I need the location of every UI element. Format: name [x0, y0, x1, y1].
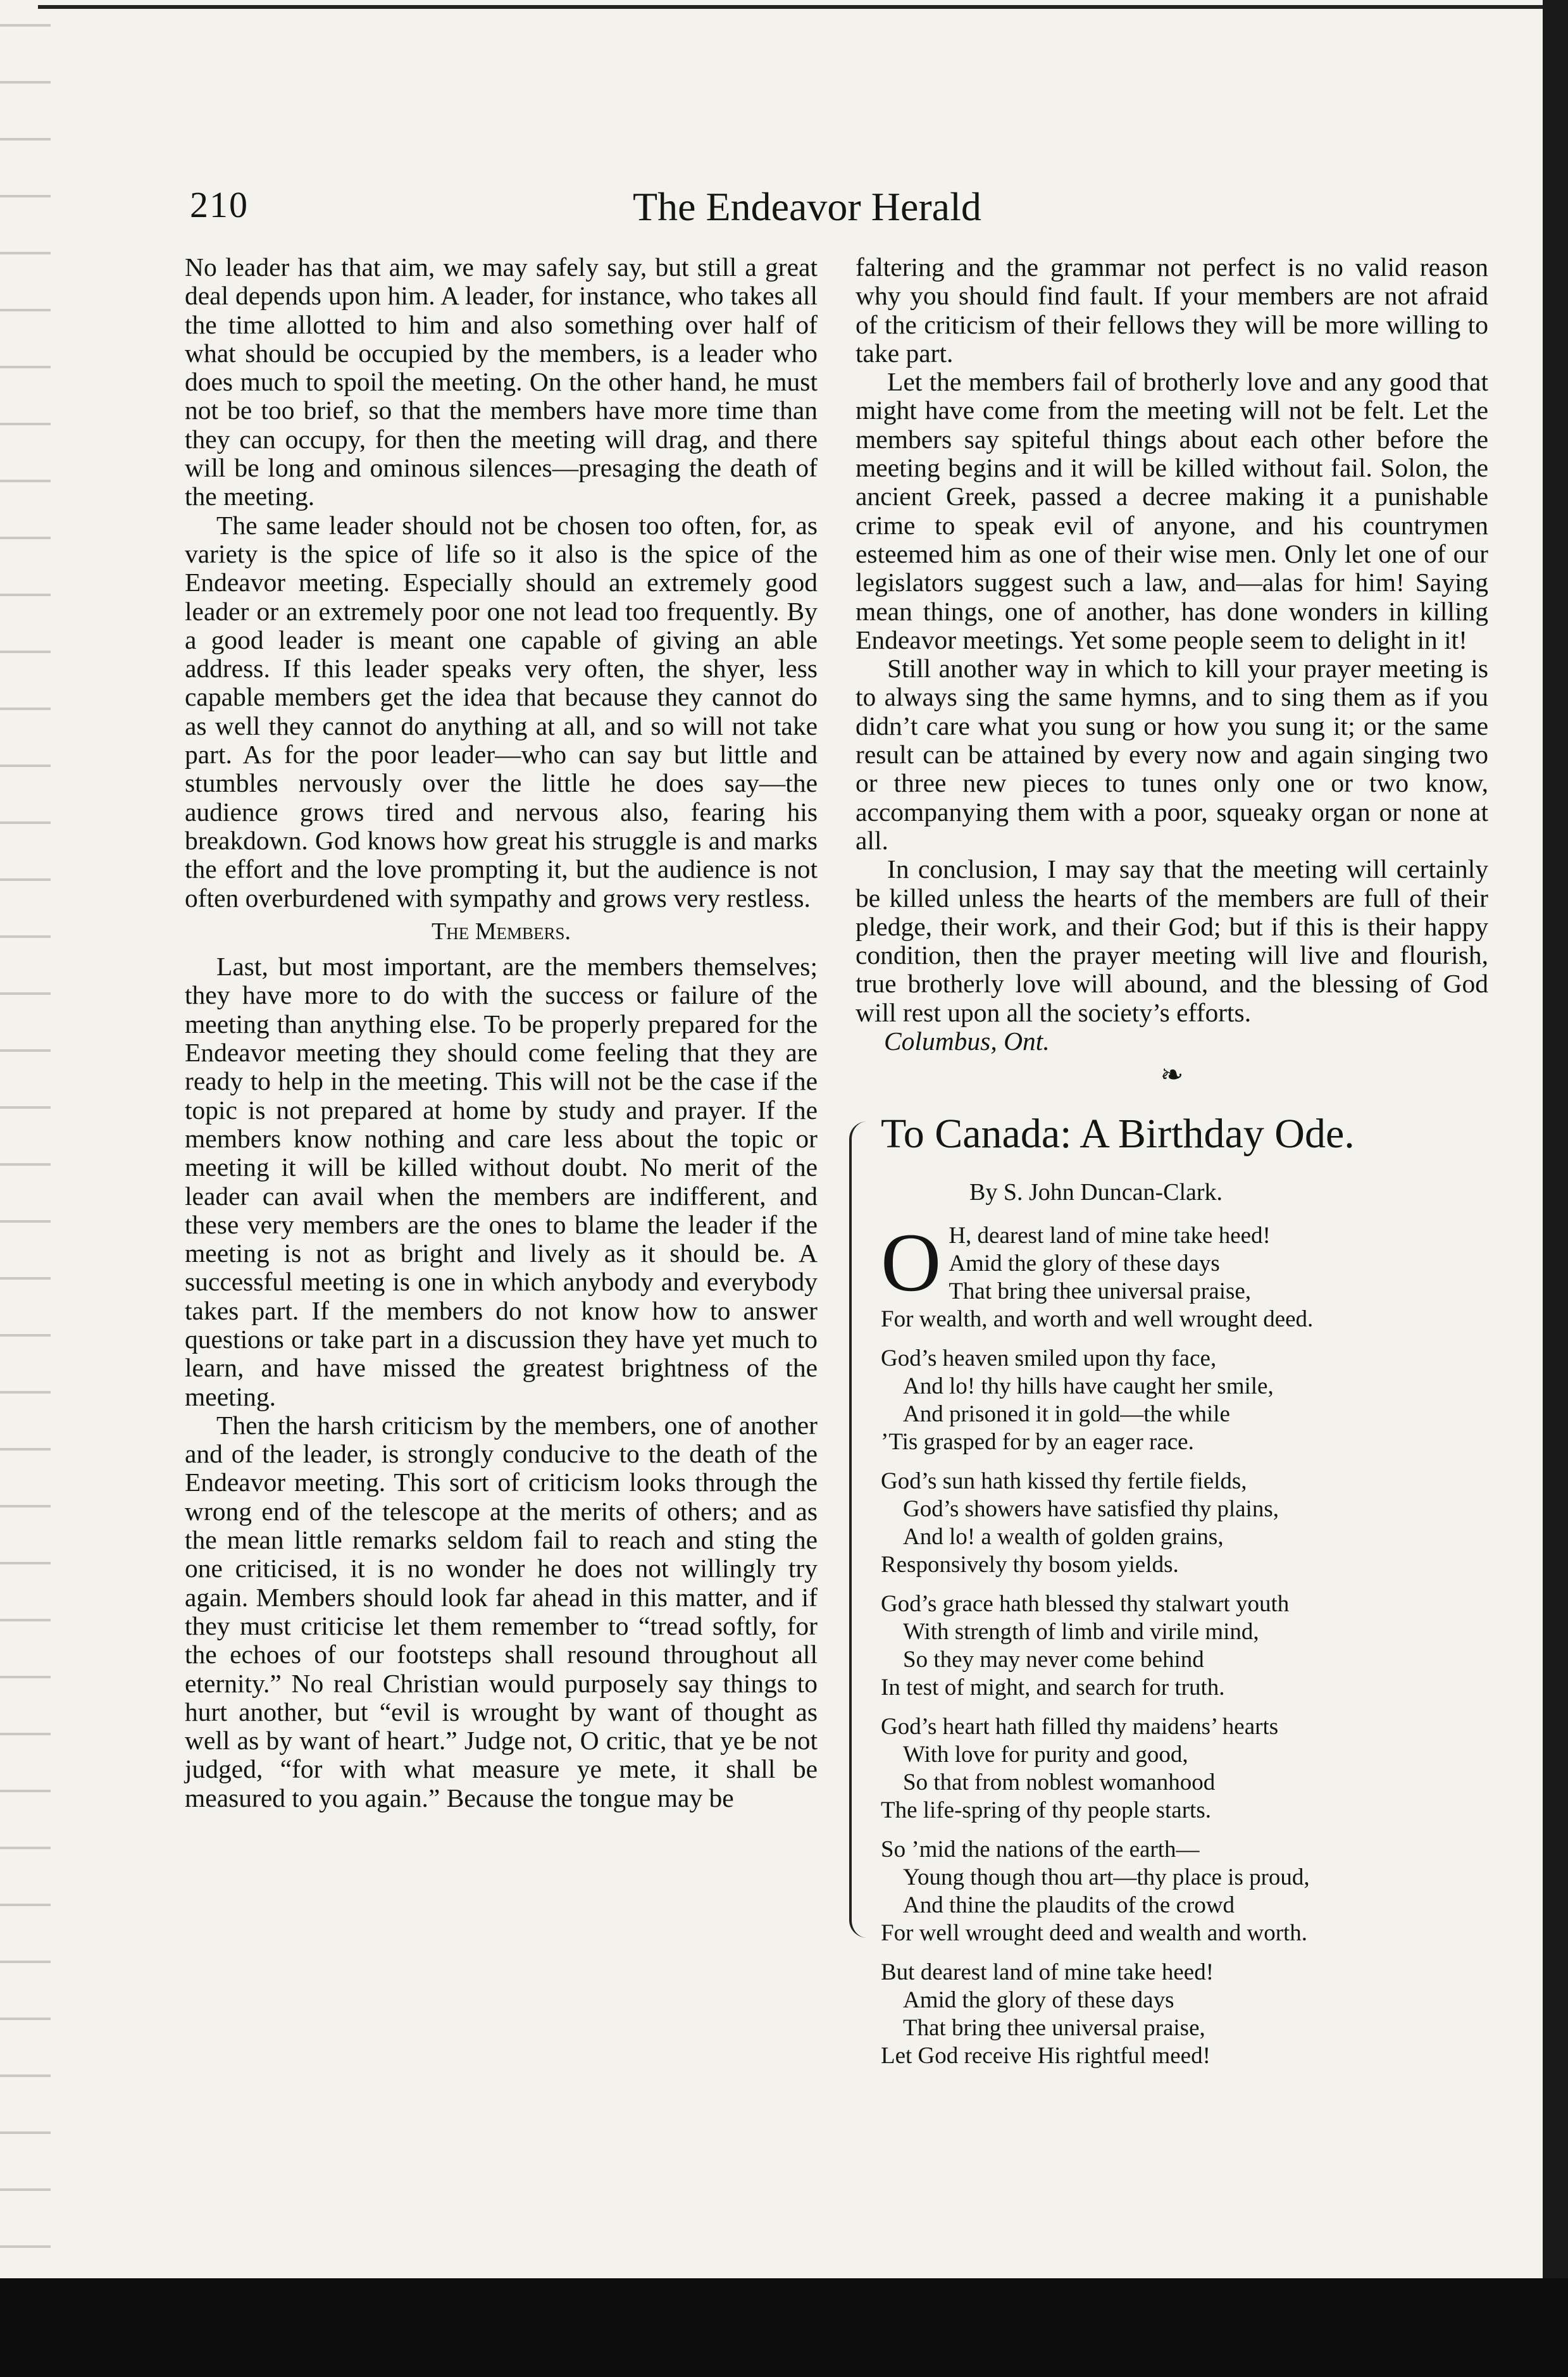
paragraph: Last, but most important, are the members themselves; they have more to do with the success or failure of the meeting than anything else. To be properly prepared for the Endeavor meeting they should come feeling that they are ready to help in the meeting. This will not be the case if the topic is not prepared at home by study and prayer. If the members know nothing and care less about the topic or meeting it will be killed without doubt. No merit of the leader can avail when the members are indifferent, and these very members are the ones to blame the leader if the meeting is not as bright and lively as it should be. A successful meeting is one in which anybody and everybody takes part. If the members do not know how to answer questions or take part in a discussion they have yet much to learn, and have missed the greatest brightness of the meeting.	[185, 952, 818, 1411]
poem-line: Let God receive His rightful meed!	[881, 2042, 1210, 2069]
poem-line: ’Tis grasped for by an eager race.	[881, 1428, 1194, 1455]
right-column	[856, 253, 1488, 2081]
poem	[856, 1109, 1488, 2070]
paragraph: The same leader should not be chosen too often, for, as variety is the spice of life so it also is the spice of the Endeavor meeting. Especially should an extremely good leader or an extremely poor one not lead too frequently. By a good leader is meant one capable of giving an able address. If this leader speaks very often, the shyer, less capable members get the idea that because they cannot do as well they cannot do anything at all, and so will not take part. As for the poor leader—who can say but little and stumbles nervously over the little he does say—the audience grows tired and nervous also, fearing his breakdown. God knows how great his struggle is and marks the effort and the love prompting it, but the audience is not often overburdened with sympathy and grows very restless.	[185, 510, 818, 913]
poem-line: With love for purity and good,	[903, 1741, 1188, 1768]
poem-line: Amid the glory of these days	[903, 1987, 1174, 2013]
poem-line: In test of might, and search for truth.	[881, 1674, 1225, 1700]
poem-line: God’s heaven smiled upon thy face,	[881, 1345, 1217, 1371]
poem-line: And lo! a wealth of golden grains,	[903, 1523, 1224, 1550]
poem-bracket	[849, 1121, 867, 1938]
ornament-icon: ❧	[1160, 1059, 1184, 1091]
poem-line: God’s grace hath blessed thy stalwart youth	[881, 1590, 1290, 1617]
paragraph: No leader has that aim, we may safely say, but still a great deal depends upon him. A leader, for instance, who takes all the time allotted to him and also something over half of what should be occupied by the members, is a leader who does much to spoil the meeting. On the other hand, he must not be too brief, so that the members have more time than they can occupy, for then the meeting will drag, and there will be long and ominous silences—presaging the death of the meeting.	[185, 253, 818, 511]
scan-edge-left	[0, 0, 51, 2377]
poem-stanza	[881, 1713, 1488, 1825]
poem-line: That bring thee universal praise,	[949, 1278, 1252, 1304]
poem-line: And thine the plaudits of the crowd	[903, 1892, 1235, 1918]
running-header	[190, 184, 1057, 240]
poem-stanza	[881, 1215, 1488, 1333]
poem-line: With strength of limb and virile mind,	[903, 1618, 1259, 1645]
paragraph: faltering and the grammar not perfect is no valid reason why you should find fault. If your members are not afraid of the criticism of their fellows they will be more willing to take part.	[856, 253, 1488, 368]
poem-line: H, dearest land of mine take heed!	[949, 1222, 1271, 1249]
journal-title: The Endeavor Herald	[633, 184, 981, 229]
section-heading: The Members.	[431, 918, 571, 945]
poem-line: So that from noblest womanhood	[903, 1769, 1216, 1795]
poem-line: The life-spring of thy people starts.	[881, 1797, 1211, 1823]
poem-title: To Canada: A Birthday Ode.	[881, 1110, 1355, 1157]
poem-line: So ’mid the nations of the earth—	[881, 1836, 1200, 1862]
poem-line: God’s sun hath kissed thy fertile fields,	[881, 1468, 1247, 1494]
poem-line: So they may never come behind	[903, 1646, 1204, 1673]
top-border	[38, 5, 1543, 9]
poem-line: For well wrought deed and wealth and worth.	[881, 1919, 1308, 1946]
drop-cap: O	[881, 1215, 942, 1309]
left-column	[185, 253, 818, 1812]
poem-line: Young though thou art—thy place is proud,	[903, 1864, 1310, 1890]
poem-stanza	[881, 1468, 1488, 1579]
page-number: 210	[190, 184, 249, 225]
poem-line: And lo! thy hills have caught her smile,	[903, 1373, 1274, 1399]
poem-line: But dearest land of mine take heed!	[881, 1959, 1214, 1985]
scan-bottom-edge	[0, 2278, 1568, 2377]
poem-line: God’s heart hath filled thy maidens’ hearts	[881, 1713, 1279, 1740]
poem-line: And prisoned it in gold—the while	[903, 1401, 1230, 1427]
poem-line: Amid the glory of these days	[949, 1250, 1220, 1276]
scan-edge-right	[1543, 0, 1568, 2377]
poem-stanza	[881, 1959, 1488, 2070]
poem-byline: By S. John Duncan-Clark.	[969, 1178, 1223, 1206]
poem-line: For wealth, and worth and well wrought deed.	[881, 1306, 1314, 1332]
poem-stanza	[881, 1836, 1488, 1947]
poem-stanza	[881, 1345, 1488, 1456]
paragraph: In conclusion, I may say that the meeting will certainly be killed unless the hearts of the members are full of their pledge, their work, and their God; but if this is their happy condition, then the prayer meeting will live and flourish, true brotherly love will abound, and the blessing of God will rest upon all the society’s efforts.	[856, 854, 1488, 1027]
paragraph: Let the members fail of brotherly love and any good that might have come from the meeting will not be felt. Let the members say spiteful things about each other before the meeting begins and it will be killed without fail. Solon, the ancient Greek, passed a decree making it a punishable crime to speak evil of anyone, and his countrymen esteemed him as one of their wise men. Only let one of our legislators suggest such a law, and—alas for him! Saying mean things, one of another, has done wonders in killing Endeavor meetings. Yet some people seem to delight in it!	[856, 367, 1488, 654]
place-signature: Columbus, Ont.	[884, 1026, 1050, 1056]
poem-line: That bring thee universal praise,	[903, 2014, 1205, 2041]
paragraph: Still another way in which to kill your prayer meeting is to always sing the same hymns, and to sing them as if you didn’t care what you sung or how you sung it; or the same result can be attained by every now and again singing two or three new pieces to tunes only one or two know, accompanying them with a poor, squeaky organ or none at all.	[856, 654, 1488, 855]
poem-line: God’s showers have satisfied thy plains,	[903, 1495, 1279, 1522]
poem-line: Responsively thy bosom yields.	[881, 1551, 1179, 1578]
poem-stanza	[881, 1590, 1488, 1702]
paragraph: Then the harsh criticism by the members, one of another and of the leader, is strongly conducive to the death of the Endeavor meeting. This sort of criticism looks through the wrong end of the telescope at the merits of others; and as the mean little remarks seldom fail to reach and sting the one criticised, it is no wonder he does not willingly try again. Members should look far ahead in this matter, and if they must criticise let them remember to “tread softly, for the echoes of our footsteps shall resound throughout all eternity.” No real Christian would purposely say things to hurt another, but “evil is wrought by want of thought as well as by want of heart.” Judge not, O critic, that ye be not judged, “for with what measure ye mete, it shall be measured to you again.” Because the tongue may be	[185, 1410, 818, 1812]
